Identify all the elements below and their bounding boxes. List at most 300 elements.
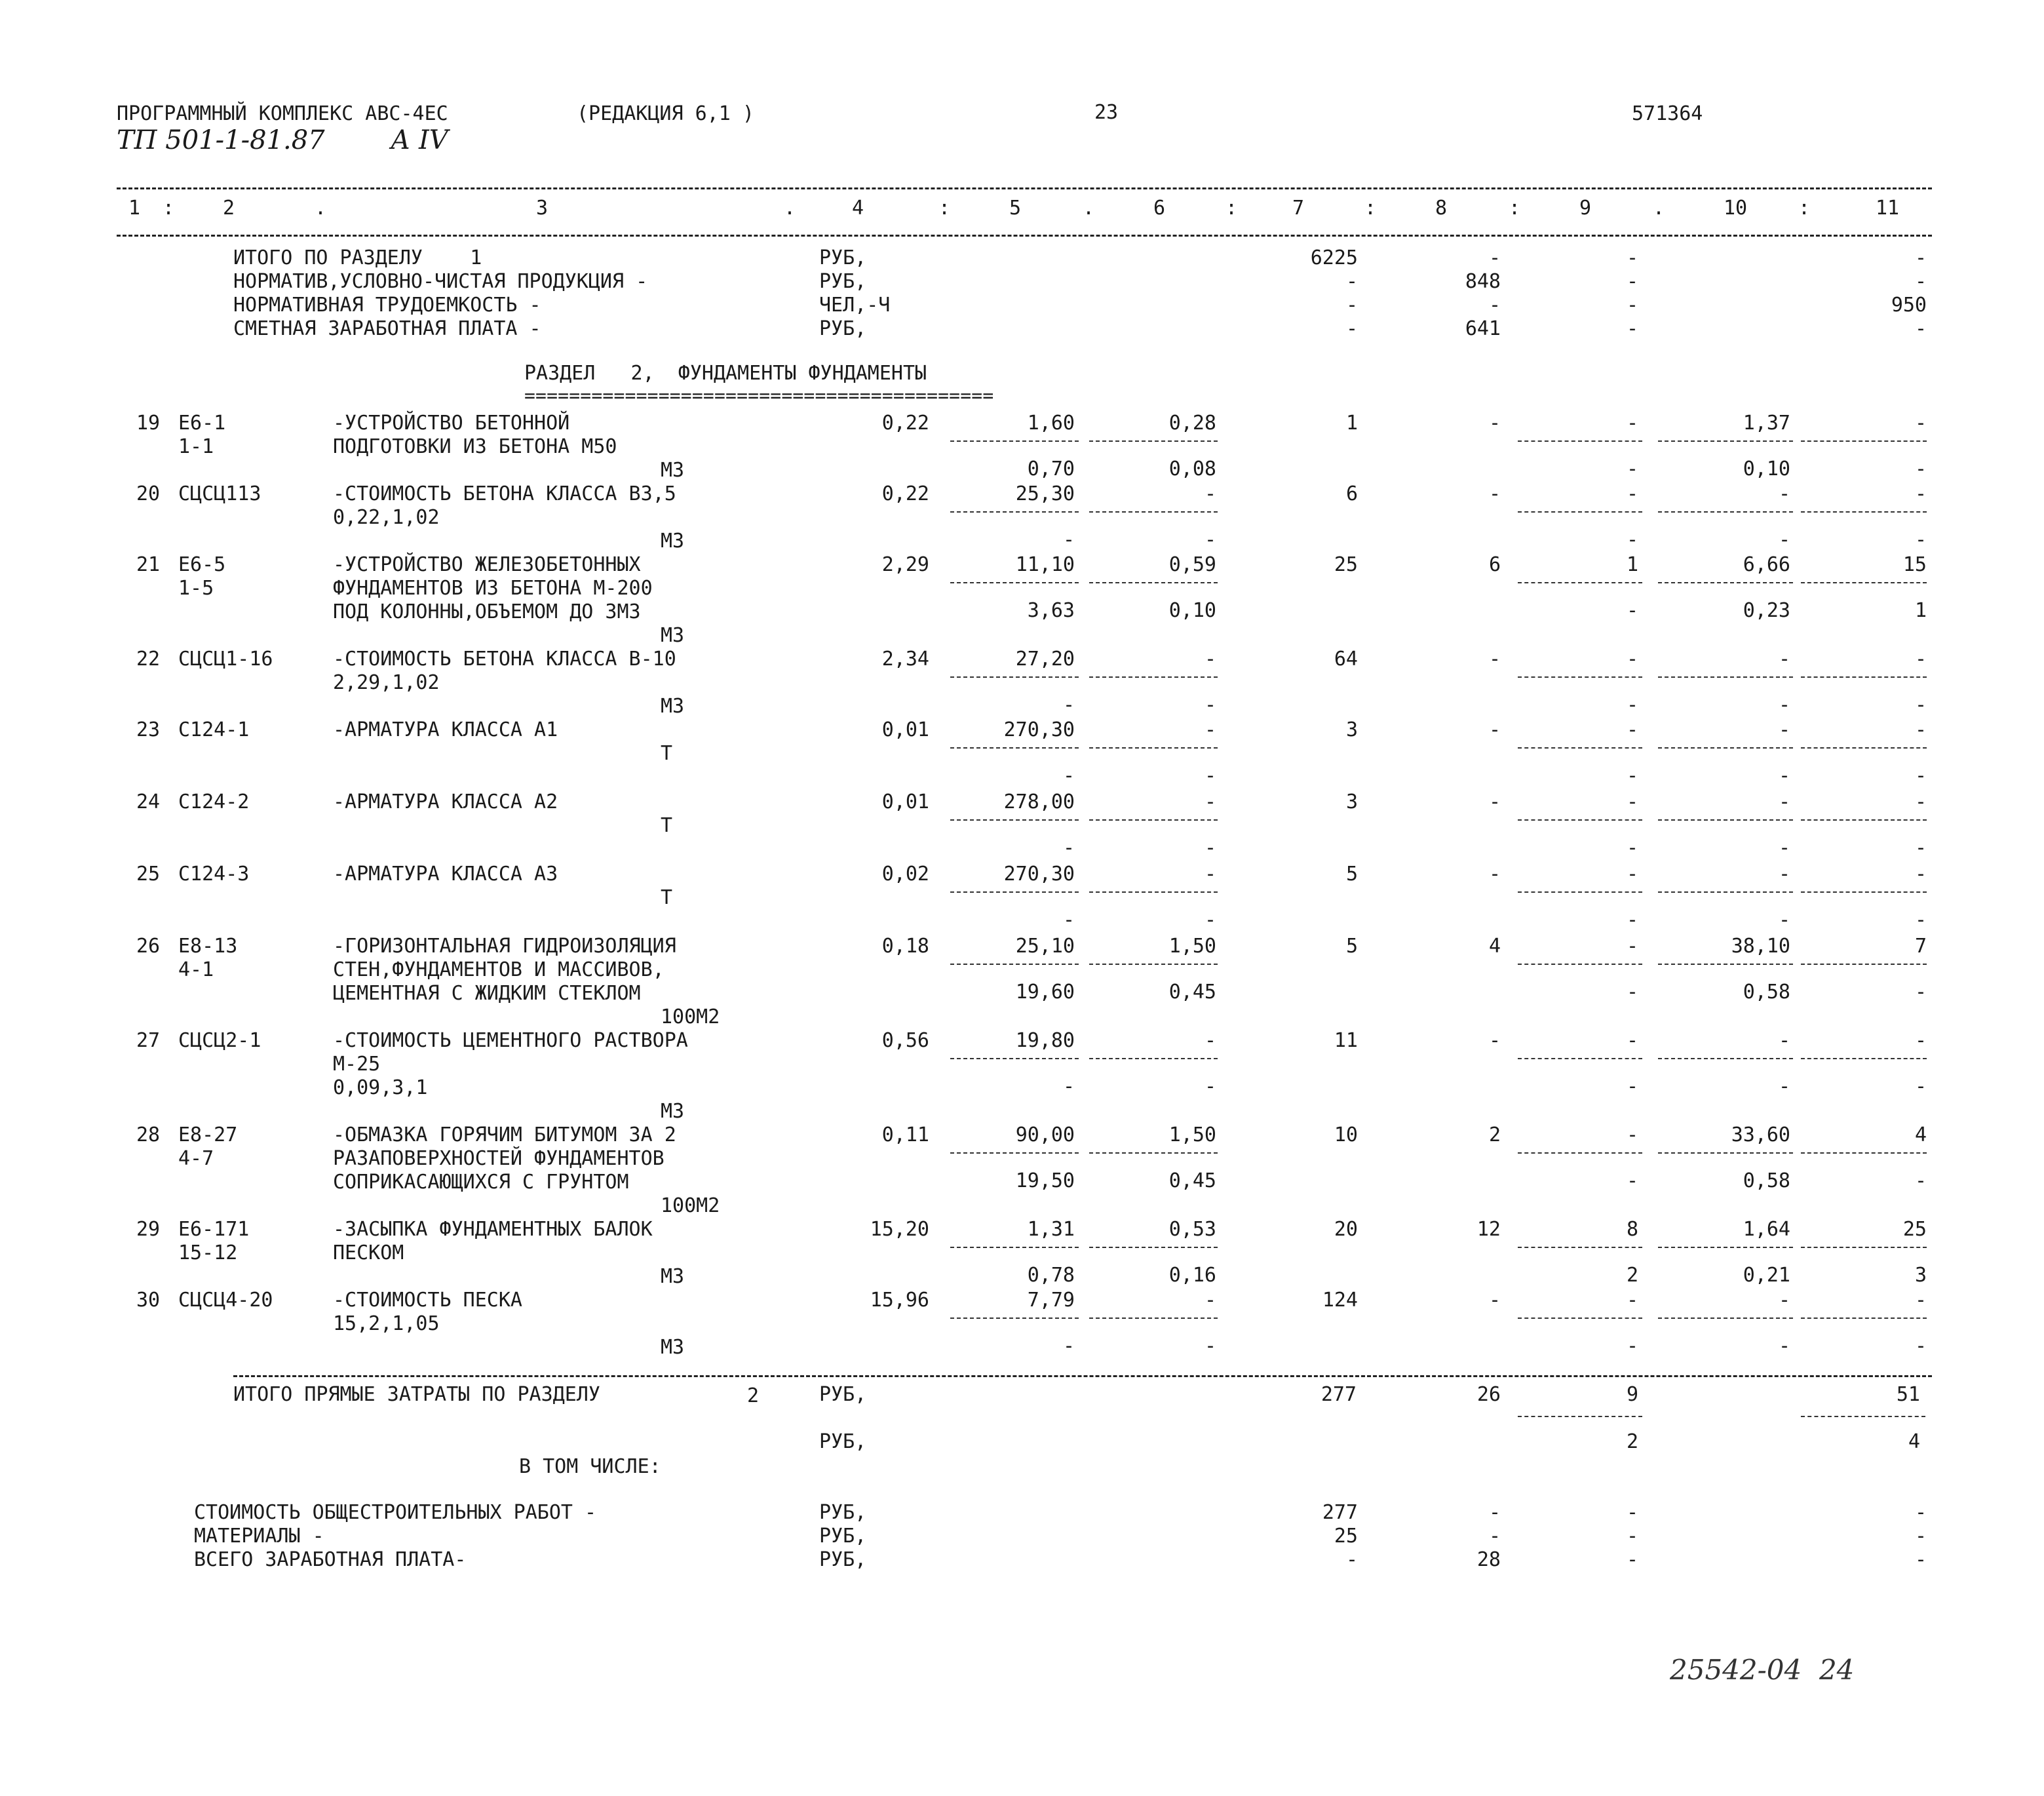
breakdown-col9: - xyxy=(1626,1525,1638,1548)
item-description: 0,09,3,1 xyxy=(333,1076,428,1099)
total-col8: 641 xyxy=(1465,317,1501,340)
doc-code: 571364 xyxy=(1632,102,1703,125)
item-unit: 100М2 xyxy=(661,1194,720,1217)
total-col11: 950 xyxy=(1891,294,1927,317)
item-col7: 5 xyxy=(1345,935,1358,958)
item-sub-col5: - xyxy=(1062,1075,1075,1098)
item-col11: - xyxy=(1914,718,1927,741)
total-unit: РУБ, xyxy=(819,317,867,340)
item-col10: 1,37 xyxy=(1743,412,1790,435)
item-col8: - xyxy=(1488,648,1501,671)
item-col7: 5 xyxy=(1345,863,1358,886)
breakdown-col7: 277 xyxy=(1322,1501,1358,1524)
item-description: 0,22,1,02 xyxy=(333,506,440,529)
item-col9: - xyxy=(1626,648,1638,671)
item-description: -СТОИМОСТЬ БЕТОНА КЛАССА В-10 xyxy=(333,648,676,671)
item-col6: 0,28 xyxy=(1168,412,1216,435)
item-sub-col6: 0,16 xyxy=(1168,1264,1216,1287)
item-sub-col9: - xyxy=(1626,908,1638,931)
item-code: Е6-1 xyxy=(178,412,226,435)
item-col7: 10 xyxy=(1334,1123,1358,1146)
item-sub-col10: 0,21 xyxy=(1743,1264,1790,1287)
item-col4: 2,34 xyxy=(881,648,929,671)
item-sub-col9: - xyxy=(1626,836,1638,859)
column-separators: : xyxy=(1509,197,1521,220)
item-description: РАЗАПОВЕРХНОСТЕЙ ФУНДАМЕНТОВ xyxy=(333,1147,665,1170)
item-col5: 1,60 xyxy=(1027,412,1075,435)
item-col8: 4 xyxy=(1488,935,1501,958)
including-label: В ТОМ ЧИСЛЕ: xyxy=(519,1455,661,1478)
item-sub-col11: - xyxy=(1914,693,1927,716)
item-sub-col11: - xyxy=(1914,764,1927,787)
item-code: СЦСЦ2-1 xyxy=(178,1029,261,1052)
item-number: 24 xyxy=(136,791,161,813)
breakdown-col9: - xyxy=(1626,1548,1638,1571)
total-col9: - xyxy=(1626,270,1638,293)
handwritten-archive-number: 25542-04 24 xyxy=(1670,1654,1855,1686)
item-sub-col6: - xyxy=(1204,764,1216,787)
item-unit: М3 xyxy=(661,530,685,553)
column-separators: : xyxy=(938,197,951,220)
item-sub-col11: - xyxy=(1914,981,1927,1004)
item-col10: - xyxy=(1778,718,1790,741)
item-col6: - xyxy=(1204,718,1216,741)
item-sub-col10: 0,58 xyxy=(1743,1169,1790,1192)
project-number: ТП 501-1-81.87 xyxy=(117,125,325,155)
item-col4: 15,20 xyxy=(870,1218,929,1241)
item-code: Е6-5 xyxy=(178,553,226,576)
total-label: ИТОГО ПО РАЗДЕЛУ 1 xyxy=(233,246,482,269)
item-description: -АРМАТУРА КЛАССА А1 xyxy=(333,718,558,741)
item-col8: - xyxy=(1488,863,1501,886)
item-col6: - xyxy=(1204,648,1216,671)
item-col11: - xyxy=(1914,412,1927,435)
edition-label: (РЕДАКЦИЯ 6,1 ) xyxy=(577,102,754,125)
total-unit: РУБ, xyxy=(819,246,867,269)
item-col9: - xyxy=(1626,1029,1638,1052)
item-col10: - xyxy=(1778,791,1790,813)
item-description: М-25 xyxy=(333,1053,381,1076)
item-col9: - xyxy=(1626,791,1638,813)
item-code: СЦСЦ4-20 xyxy=(178,1289,273,1312)
direct-costs-label: ИТОГО ПРЯМЫЕ ЗАТРАТЫ ПО РАЗДЕЛУ xyxy=(233,1383,600,1406)
item-description: -СТОИМОСТЬ ПЕСКА xyxy=(333,1289,522,1312)
item-code: СЦСЦ1-16 xyxy=(178,648,273,671)
breakdown-label: ВСЕГО ЗАРАБОТНАЯ ПЛАТА- xyxy=(194,1548,467,1571)
item-sub-col10: - xyxy=(1778,836,1790,859)
item-number: 28 xyxy=(136,1123,161,1146)
column-separators: : xyxy=(163,197,175,220)
item-sub-col9: - xyxy=(1626,764,1638,787)
column-number-1: 1 xyxy=(128,197,141,220)
column-separators: : xyxy=(1798,197,1811,220)
item-col4: 0,01 xyxy=(881,791,929,813)
item-sub-col6: - xyxy=(1204,528,1216,551)
item-col5: 25,30 xyxy=(1015,482,1075,505)
item-description: 15,2,1,05 xyxy=(333,1312,440,1335)
item-col8: - xyxy=(1488,1289,1501,1312)
item-col8: - xyxy=(1488,412,1501,435)
item-sub-col11: 1 xyxy=(1914,599,1927,622)
breakdown-col7: 25 xyxy=(1334,1525,1358,1548)
item-col8: 2 xyxy=(1488,1123,1501,1146)
item-code: С124-3 xyxy=(178,863,250,886)
total-col11: - xyxy=(1914,246,1927,269)
item-number: 30 xyxy=(136,1289,161,1312)
item-code: 1-1 xyxy=(178,435,214,458)
total-col9: - xyxy=(1626,317,1638,340)
item-number: 27 xyxy=(136,1029,161,1052)
item-sub-col11: - xyxy=(1914,1075,1927,1098)
breakdown-col11: - xyxy=(1914,1501,1927,1524)
item-sub-col5: - xyxy=(1062,908,1075,931)
column-number-2: 2 xyxy=(223,197,235,220)
item-col6: - xyxy=(1204,482,1216,505)
item-col11: - xyxy=(1914,1029,1927,1052)
item-col8: - xyxy=(1488,1029,1501,1052)
item-col10: 38,10 xyxy=(1731,935,1790,958)
section-title: РАЗДЕЛ 2, ФУНДАМЕНТЫ ФУНДАМЕНТЫ xyxy=(524,362,927,385)
item-col9: - xyxy=(1626,718,1638,741)
item-col6: 1,50 xyxy=(1168,935,1216,958)
item-col8: - xyxy=(1488,718,1501,741)
direct-costs-col9: 9 xyxy=(1626,1383,1638,1406)
item-col9: - xyxy=(1626,935,1638,958)
item-code: СЦСЦ113 xyxy=(178,482,261,505)
item-number: 21 xyxy=(136,553,161,576)
item-col8: 6 xyxy=(1488,553,1501,576)
column-number-9: 9 xyxy=(1579,197,1592,220)
album-number: А IV xyxy=(391,125,448,155)
direct-costs-unit2: РУБ, xyxy=(819,1430,867,1453)
item-sub-col9: - xyxy=(1626,1335,1638,1357)
column-separators: : xyxy=(1364,197,1377,220)
item-col11: - xyxy=(1914,482,1927,505)
item-col11: 25 xyxy=(1902,1218,1927,1241)
item-sub-col5: - xyxy=(1062,764,1075,787)
item-col7: 124 xyxy=(1322,1289,1358,1312)
item-col7: 25 xyxy=(1334,553,1358,576)
item-col7: 1 xyxy=(1345,412,1358,435)
item-sub-col6: - xyxy=(1204,836,1216,859)
item-col5: 27,20 xyxy=(1015,648,1075,671)
item-description: 2,29,1,02 xyxy=(333,671,440,694)
section-title-underline: ========================================== xyxy=(524,385,994,406)
item-sub-col10: - xyxy=(1778,528,1790,551)
item-col9: - xyxy=(1626,1289,1638,1312)
item-col10: 6,66 xyxy=(1743,553,1790,576)
item-col7: 64 xyxy=(1334,648,1358,671)
item-unit: Т xyxy=(661,742,673,765)
direct-costs-sub-col9: 2 xyxy=(1626,1430,1638,1453)
item-description: СОПРИКАСАЮЩИХСЯ С ГРУНТОМ xyxy=(333,1171,629,1194)
item-col10: - xyxy=(1778,1289,1790,1312)
item-sub-col6: - xyxy=(1204,908,1216,931)
item-sub-col11: - xyxy=(1914,908,1927,931)
item-number: 26 xyxy=(136,935,161,958)
column-number-5: 5 xyxy=(1009,197,1022,220)
total-col7: 6225 xyxy=(1310,246,1358,269)
total-label: СМЕТНАЯ ЗАРАБОТНАЯ ПЛАТА - xyxy=(233,317,541,340)
total-col11: - xyxy=(1914,317,1927,340)
item-description: ЦЕМЕНТНАЯ С ЖИДКИМ СТЕКЛОМ xyxy=(333,982,641,1005)
item-col5: 7,79 xyxy=(1027,1289,1075,1312)
item-col5: 1,31 xyxy=(1027,1218,1075,1241)
item-description: -ЗАСЫПКА ФУНДАМЕНТНЫХ БАЛОК xyxy=(333,1218,653,1241)
breakdown-unit: РУБ, xyxy=(819,1548,867,1571)
item-sub-col6: 0,45 xyxy=(1168,1169,1216,1192)
total-col7: - xyxy=(1345,270,1358,293)
item-unit: М3 xyxy=(661,459,685,482)
item-sub-col11: - xyxy=(1914,836,1927,859)
item-code: 1-5 xyxy=(178,577,214,600)
item-sub-col5: 19,60 xyxy=(1015,981,1075,1004)
direct-costs-col11: 51 xyxy=(1896,1383,1920,1406)
item-col9: 1 xyxy=(1626,553,1638,576)
item-sub-col9: - xyxy=(1626,693,1638,716)
item-col9: - xyxy=(1626,412,1638,435)
item-col10: 33,60 xyxy=(1731,1123,1790,1146)
column-separators: : xyxy=(1225,197,1238,220)
total-col7: - xyxy=(1345,294,1358,317)
column-number-6: 6 xyxy=(1153,197,1166,220)
item-col5: 278,00 xyxy=(1003,791,1075,813)
breakdown-col7: - xyxy=(1345,1548,1358,1571)
item-description: -АРМАТУРА КЛАССА А2 xyxy=(333,791,558,813)
breakdown-col8: - xyxy=(1488,1525,1501,1548)
column-number-11: 11 xyxy=(1876,197,1900,220)
item-sub-col5: 19,50 xyxy=(1015,1169,1075,1192)
column-separators: . xyxy=(1083,197,1095,220)
item-description: -УСТРОЙСТВО БЕТОННОЙ xyxy=(333,412,570,435)
item-col5: 270,30 xyxy=(1003,863,1075,886)
item-code: Е8-13 xyxy=(178,935,238,958)
total-label: НОРМАТИВНАЯ ТРУДОЕМКОСТЬ - xyxy=(233,294,541,317)
direct-costs-section: 2 xyxy=(747,1384,760,1407)
item-unit: М3 xyxy=(661,1336,685,1359)
item-unit: Т xyxy=(661,886,673,909)
item-number: 22 xyxy=(136,648,161,671)
item-sub-col9: - xyxy=(1626,1169,1638,1192)
item-col6: - xyxy=(1204,791,1216,813)
item-col4: 0,22 xyxy=(881,412,929,435)
total-unit: ЧЕЛ,-Ч xyxy=(819,294,891,317)
item-unit: 100М2 xyxy=(661,1005,720,1028)
item-col11: 4 xyxy=(1914,1123,1927,1146)
direct-costs-col7: 277 xyxy=(1321,1383,1357,1406)
column-separators: . xyxy=(1653,197,1665,220)
item-sub-col11: - xyxy=(1914,458,1927,480)
item-sub-col6: - xyxy=(1204,1075,1216,1098)
total-col9: - xyxy=(1626,294,1638,317)
direct-costs-sub-col11: 4 xyxy=(1908,1430,1920,1453)
item-sub-col10: - xyxy=(1778,1075,1790,1098)
item-col7: 3 xyxy=(1345,718,1358,741)
item-sub-col11: - xyxy=(1914,1169,1927,1192)
item-description: -УСТРОЙСТВО ЖЕЛЕЗОБЕТОННЫХ xyxy=(333,553,641,576)
item-col5: 19,80 xyxy=(1015,1029,1075,1052)
item-sub-col5: 3,63 xyxy=(1027,599,1075,622)
item-sub-col10: - xyxy=(1778,764,1790,787)
total-col9: - xyxy=(1626,246,1638,269)
item-col4: 0,01 xyxy=(881,718,929,741)
item-sub-col5: 0,70 xyxy=(1027,458,1075,480)
item-code: С124-1 xyxy=(178,718,250,741)
total-label: НОРМАТИВ,УСЛОВНО-ЧИСТАЯ ПРОДУКЦИЯ - xyxy=(233,270,648,293)
item-number: 25 xyxy=(136,863,161,886)
total-col11: - xyxy=(1914,270,1927,293)
item-sub-col5: - xyxy=(1062,528,1075,551)
breakdown-label: СТОИМОСТЬ ОБЩЕСТРОИТЕЛЬНЫХ РАБОТ - xyxy=(194,1501,597,1524)
breakdown-unit: РУБ, xyxy=(819,1501,867,1524)
item-code: С124-2 xyxy=(178,791,250,813)
item-col4: 0,22 xyxy=(881,482,929,505)
item-col11: 7 xyxy=(1914,935,1927,958)
item-sub-col11: 3 xyxy=(1914,1264,1927,1287)
item-sub-col10: 0,10 xyxy=(1743,458,1790,480)
item-description: ПЕСКОМ xyxy=(333,1241,404,1264)
item-sub-col9: - xyxy=(1626,458,1638,480)
item-sub-col6: - xyxy=(1204,1335,1216,1357)
total-col8: 848 xyxy=(1465,270,1501,293)
item-sub-col6: - xyxy=(1204,693,1216,716)
breakdown-col9: - xyxy=(1626,1501,1638,1524)
item-description: -СТОИМОСТЬ ЦЕМЕНТНОГО РАСТВОРА xyxy=(333,1029,688,1052)
item-code: 4-1 xyxy=(178,958,214,981)
item-number: 19 xyxy=(136,412,161,435)
item-sub-col6: 0,08 xyxy=(1168,458,1216,480)
item-number: 23 xyxy=(136,718,161,741)
item-col7: 6 xyxy=(1345,482,1358,505)
item-col4: 0,56 xyxy=(881,1029,929,1052)
item-unit: М3 xyxy=(661,1265,685,1288)
item-description: ПОДГОТОВКИ ИЗ БЕТОНА М50 xyxy=(333,435,617,458)
column-number-10: 10 xyxy=(1724,197,1748,220)
item-description: СТЕН,ФУНДАМЕНТОВ И МАССИВОВ, xyxy=(333,958,665,981)
item-col11: - xyxy=(1914,1289,1927,1312)
column-separators: . xyxy=(784,197,796,220)
item-col6: - xyxy=(1204,863,1216,886)
item-col6: - xyxy=(1204,1289,1216,1312)
item-sub-col5: 0,78 xyxy=(1027,1264,1075,1287)
item-col7: 20 xyxy=(1334,1218,1358,1241)
item-col6: 1,50 xyxy=(1168,1123,1216,1146)
item-col11: - xyxy=(1914,863,1927,886)
column-number-7: 7 xyxy=(1292,197,1305,220)
item-col8: 12 xyxy=(1476,1218,1501,1241)
item-col5: 11,10 xyxy=(1015,553,1075,576)
item-col6: 0,59 xyxy=(1168,553,1216,576)
breakdown-unit: РУБ, xyxy=(819,1525,867,1548)
item-col10: - xyxy=(1778,648,1790,671)
item-sub-col10: - xyxy=(1778,1335,1790,1357)
item-unit: Т xyxy=(661,814,673,837)
item-sub-col10: - xyxy=(1778,693,1790,716)
item-code: 4-7 xyxy=(178,1147,214,1170)
item-sub-col10: 0,58 xyxy=(1743,981,1790,1004)
item-col8: - xyxy=(1488,791,1501,813)
total-col7: - xyxy=(1345,317,1358,340)
item-sub-col10: - xyxy=(1778,908,1790,931)
item-col9: - xyxy=(1626,863,1638,886)
total-col8: - xyxy=(1488,246,1501,269)
item-col4: 0,11 xyxy=(881,1123,929,1146)
item-unit: М3 xyxy=(661,1100,685,1123)
item-col5: 90,00 xyxy=(1015,1123,1075,1146)
item-sub-col9: - xyxy=(1626,599,1638,622)
item-col10: - xyxy=(1778,482,1790,505)
item-col9: 8 xyxy=(1626,1218,1638,1241)
item-code: 15-12 xyxy=(178,1241,238,1264)
item-sub-col11: - xyxy=(1914,1335,1927,1357)
breakdown-col8: - xyxy=(1488,1501,1501,1524)
item-sub-col5: - xyxy=(1062,693,1075,716)
column-number-4: 4 xyxy=(852,197,864,220)
item-number: 29 xyxy=(136,1218,161,1241)
item-sub-col5: - xyxy=(1062,836,1075,859)
item-col11: 15 xyxy=(1902,553,1927,576)
total-unit: РУБ, xyxy=(819,270,867,293)
item-number: 20 xyxy=(136,482,161,505)
item-code: Е8-27 xyxy=(178,1123,238,1146)
breakdown-label: МАТЕРИАЛЫ - xyxy=(194,1525,324,1548)
direct-costs-unit: РУБ, xyxy=(819,1383,867,1406)
item-col5: 270,30 xyxy=(1003,718,1075,741)
item-description: ПОД КОЛОННЫ,ОБЪЕМОМ ДО 3М3 xyxy=(333,600,641,623)
item-col4: 15,96 xyxy=(870,1289,929,1312)
item-col6: 0,53 xyxy=(1168,1218,1216,1241)
item-col8: - xyxy=(1488,482,1501,505)
item-col9: - xyxy=(1626,1123,1638,1146)
program-title: ПРОГРАММНЫЙ КОМПЛЕКС АВС-4ЕС xyxy=(117,102,448,125)
column-number-3: 3 xyxy=(536,197,549,220)
total-col8: - xyxy=(1488,294,1501,317)
page-number: 23 xyxy=(1094,101,1119,124)
item-sub-col6: 0,10 xyxy=(1168,599,1216,622)
item-description: -СТОИМОСТЬ БЕТОНА КЛАССА В3,5 xyxy=(333,482,676,505)
item-description: -ГОРИЗОНТАЛЬНАЯ ГИДРОИЗОЛЯЦИЯ xyxy=(333,935,676,958)
item-col11: - xyxy=(1914,791,1927,813)
direct-costs-col8: 26 xyxy=(1476,1383,1501,1406)
item-col11: - xyxy=(1914,648,1927,671)
item-col10: - xyxy=(1778,863,1790,886)
item-col7: 11 xyxy=(1334,1029,1358,1052)
item-description: ФУНДАМЕНТОВ ИЗ БЕТОНА М-200 xyxy=(333,577,653,600)
column-number-8: 8 xyxy=(1435,197,1448,220)
item-sub-col6: 0,45 xyxy=(1168,981,1216,1004)
item-unit: М3 xyxy=(661,624,685,647)
item-unit: М3 xyxy=(661,695,685,718)
item-sub-col9: - xyxy=(1626,981,1638,1004)
column-separators: . xyxy=(315,197,327,220)
item-col10: - xyxy=(1778,1029,1790,1052)
item-sub-col9: 2 xyxy=(1626,1264,1638,1287)
item-col5: 25,10 xyxy=(1015,935,1075,958)
item-col6: - xyxy=(1204,1029,1216,1052)
item-sub-col9: - xyxy=(1626,1075,1638,1098)
item-col4: 2,29 xyxy=(881,553,929,576)
item-col10: 1,64 xyxy=(1743,1218,1790,1241)
breakdown-col8: 28 xyxy=(1476,1548,1501,1571)
breakdown-col11: - xyxy=(1914,1548,1927,1571)
item-col9: - xyxy=(1626,482,1638,505)
item-col4: 0,18 xyxy=(881,935,929,958)
item-col7: 3 xyxy=(1345,791,1358,813)
item-sub-col10: 0,23 xyxy=(1743,599,1790,622)
item-sub-col5: - xyxy=(1062,1335,1075,1357)
item-col4: 0,02 xyxy=(881,863,929,886)
item-code: Е6-171 xyxy=(178,1218,250,1241)
